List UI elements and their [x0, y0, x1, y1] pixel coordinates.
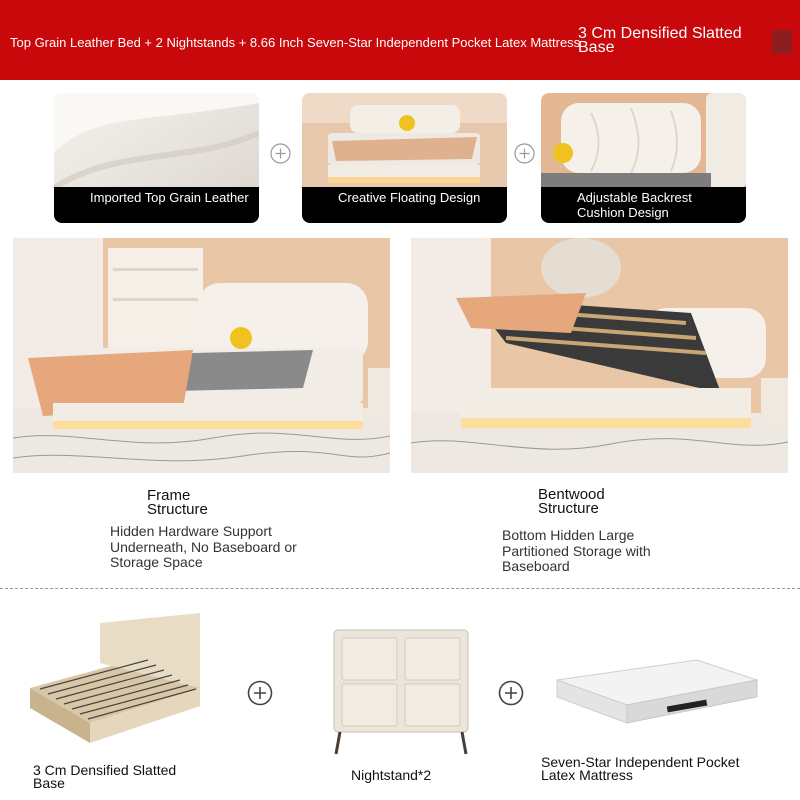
slatted-base-product	[20, 603, 205, 748]
storage-bed-photo	[411, 238, 788, 473]
feature-caption: Imported Top Grain Leather	[54, 187, 259, 223]
feature-card-backrest	[541, 93, 746, 223]
product-title: Top Grain Leather Bed + 2 Nightstands + 8.66 Inch Seven-Star Independent Pocket Latex Mattress	[10, 35, 581, 50]
thumbnail-icon[interactable]	[772, 30, 792, 54]
bentwood-structure-title: Bentwood Structure	[538, 486, 605, 517]
section-divider	[0, 588, 800, 589]
bed-room-image	[13, 238, 390, 473]
header-banner	[0, 0, 800, 80]
mattress-label: Seven-Star Independent Pocket Latex Mattress	[541, 754, 740, 783]
plus-icon	[514, 143, 535, 164]
slatted-base-tag: 3 Cm Densified Slatted Base	[578, 25, 742, 56]
slatted-base-icon	[20, 603, 205, 748]
frame-structure-description: Hidden Hardware Support Underneath, No Baseboard or Storage Space	[110, 523, 297, 570]
mattress-product	[547, 655, 762, 725]
bed-storage-image	[411, 238, 788, 473]
bed-frame-photo	[13, 238, 390, 473]
slatted-base-label: 3 Cm Densified Slatted Base	[33, 762, 177, 791]
feature-card-leather	[54, 93, 259, 223]
mattress-icon	[547, 655, 762, 725]
plus-icon	[498, 680, 524, 706]
nightstand-product	[332, 628, 472, 756]
plus-icon	[270, 143, 291, 164]
feature-caption: Adjustable Backrest Cushion Design	[541, 187, 746, 223]
frame-structure-title: Frame Structure	[147, 487, 208, 518]
nightstand-label: Nightstand*2	[351, 767, 432, 783]
bentwood-structure-description: Bottom Hidden Large Partitioned Storage with Baseboard	[502, 527, 651, 574]
nightstand-icon	[332, 628, 472, 756]
feature-card-floating	[302, 93, 507, 223]
feature-caption: Creative Floating Design	[302, 187, 507, 223]
plus-icon	[247, 680, 273, 706]
